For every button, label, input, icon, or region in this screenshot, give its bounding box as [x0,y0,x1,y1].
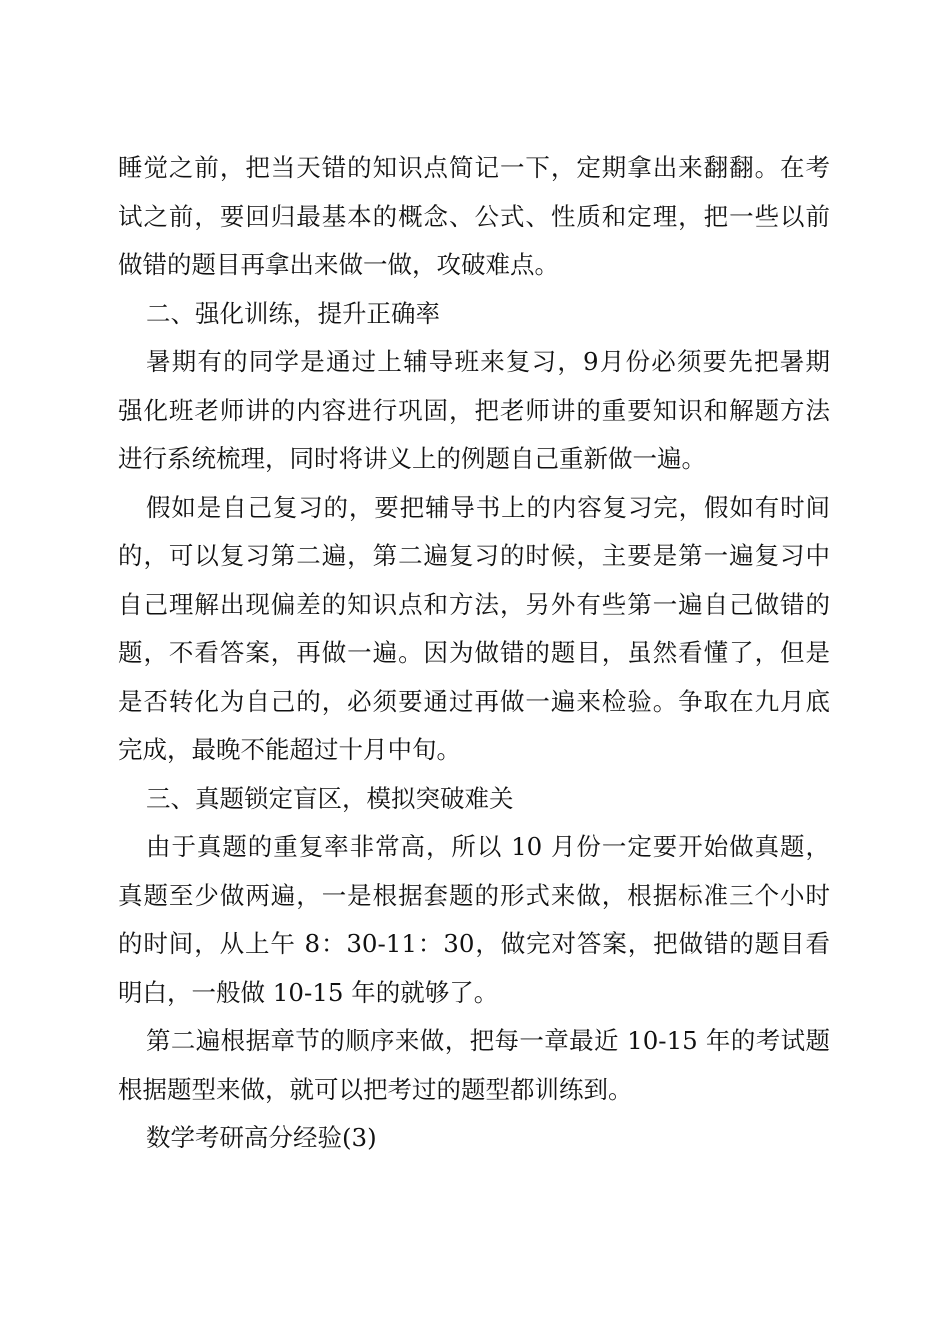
text-line: 试之前，要回归最基本的概念、公式、性质和定理，把一些以前 [118,201,830,231]
text-line: 强化班老师讲的内容进行巩固，把老师讲的重要知识和解题方法 [118,395,830,425]
text-line: 的，可以复习第二遍，第二遍复习的时候，主要是第一遍复习中 [118,541,830,570]
section-title: 数学考研高分经验(3) [146,1123,377,1152]
text-line: 根据题型来做，就可以把考过的题型都训练到。 [118,1074,633,1104]
text-line: 是否转化为自己的，必须要通过再做一遍来检验。争取在九月底 [118,686,830,716]
text-line: 假如是自己复习的，要把辅导书上的内容复习完，假如有时间 [146,492,830,522]
text-line: 由于真题的重复率非常高，所以 10 月份一定要开始做真题， [146,832,830,861]
text-line: 的时间，从上午 8：30-11：30，做完对答案，把做错的题目看 [118,929,830,958]
text-line: 进行系统梳理，同时将讲义上的例题自己重新做一遍。 [118,444,706,473]
document-page [118,144,830,1163]
text-line: 真题至少做两遍，一是根据套题的形式来做，根据标准三个小时 [118,880,830,910]
section-heading: 三、真题锁定盲区，模拟突破难关 [146,783,514,813]
text-line: 明白，一般做 10-15 年的就够了。 [118,977,499,1007]
text-line: 完成，最晚不能超过十月中旬。 [118,735,461,764]
text-line: 做错的题目再拿出来做一做，攻破难点。 [118,250,559,279]
text-line: 题，不看答案，再做一遍。因为做错的题目，虽然看懂了，但是 [118,638,830,667]
text-line: 自己理解出现偏差的知识点和方法，另外有些第一遍自己做错的 [118,589,830,619]
section-heading: 二、强化训练，提升正确率 [146,298,440,328]
text-line: 睡觉之前，把当天错的知识点简记一下，定期拿出来翻翻。在考 [118,153,830,182]
text-line: 暑期有的同学是通过上辅导班来复习，9月份必须要先把暑期 [146,347,830,376]
text-line: 第二遍根据章节的顺序来做，把每一章最近 10-15 年的考试题 [146,1026,830,1055]
